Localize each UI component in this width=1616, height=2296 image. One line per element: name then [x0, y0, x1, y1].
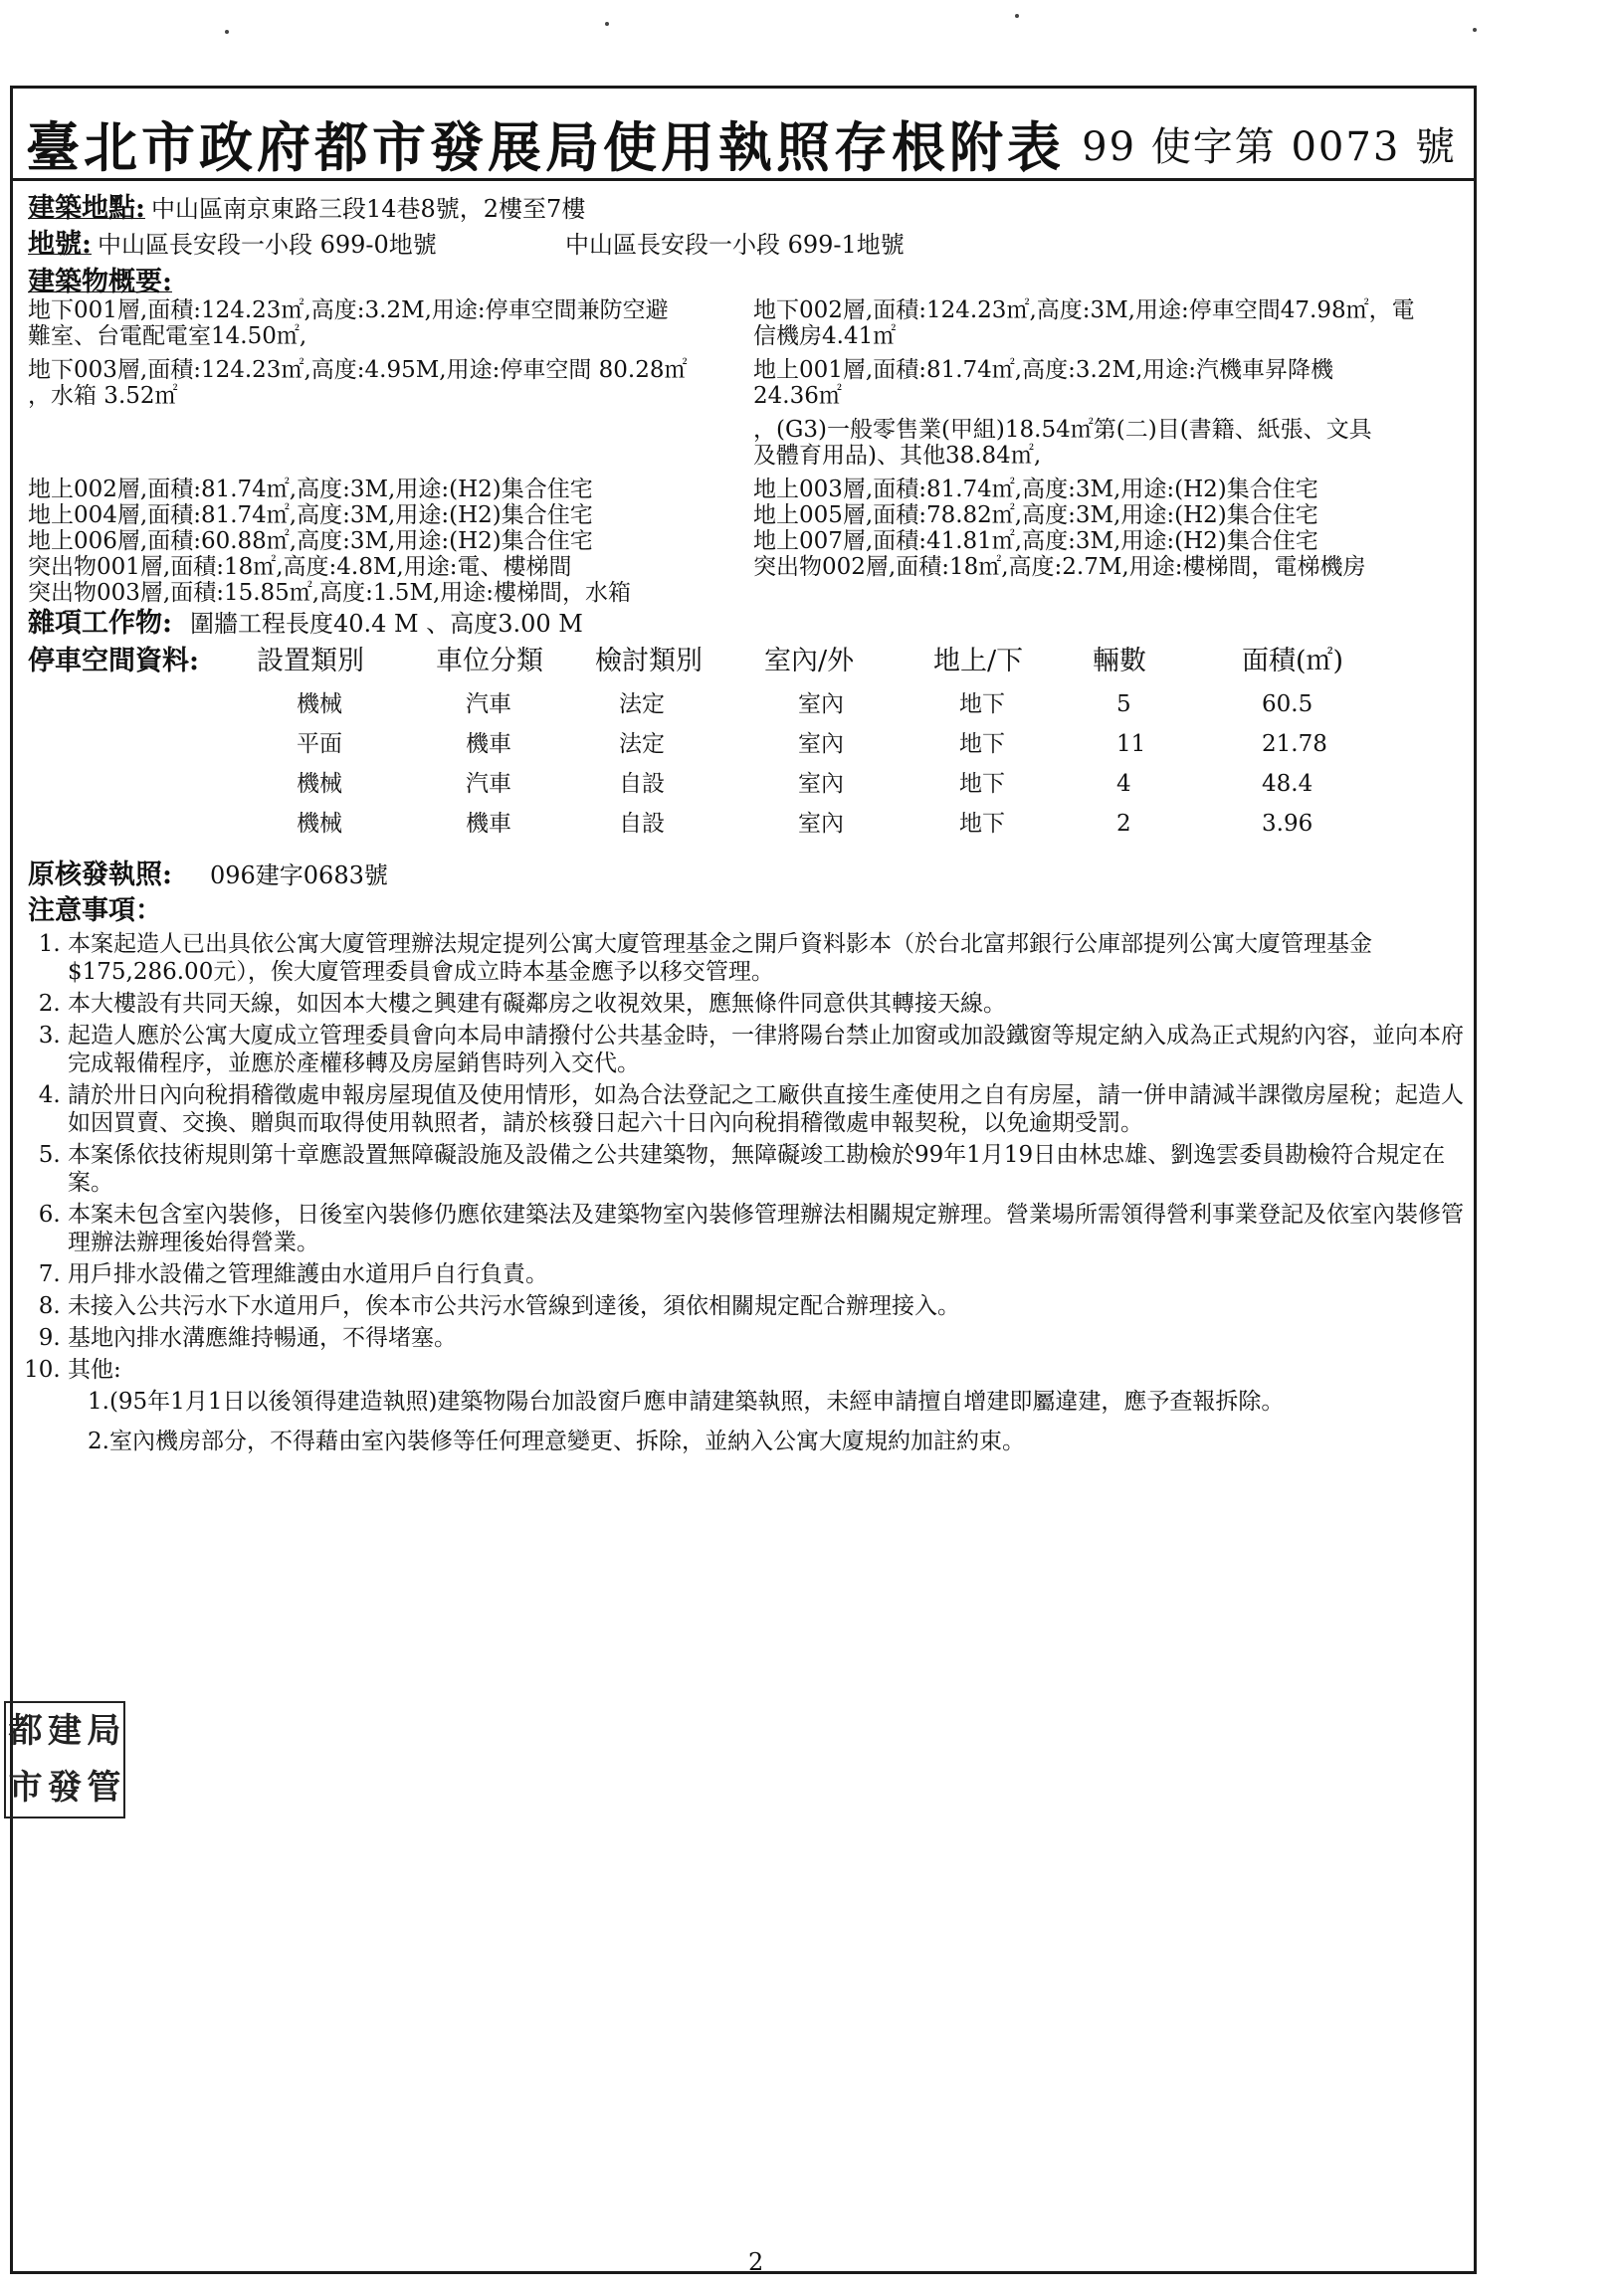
- table-cell: 室內: [798, 811, 844, 837]
- building-right-top: [753, 297, 1465, 469]
- floor-line: 地上004層,面積:81.74㎡,高度:3M,用途:(H2)集合住宅: [28, 502, 593, 528]
- floor-line: 信機房4.41㎡: [753, 323, 897, 349]
- list-item: 1. 本案起造人已出具依公寓大廈管理辦法規定提列公寓大廈管理基金之開戶資料影本（於台北富邦銀行公庫部提列公寓大廈管理基金$175,286.00元），俟大廈管理委員會成立時本基金應予以移交管理。: [68, 930, 1465, 986]
- seal-char: 管: [87, 1768, 121, 1808]
- table-cell: 48.4: [1262, 771, 1313, 797]
- floor-line: 地上005層,面積:78.82㎡,高度:3M,用途:(H2)集合住宅: [753, 502, 1318, 528]
- building-label-row: [28, 269, 1465, 295]
- address-label: 建築地點:: [28, 193, 145, 224]
- floor-line: 地上007層,面積:41.81㎡,高度:3M,用途:(H2)集合住宅: [753, 528, 1318, 554]
- lot-value-1: 中山區長安段一小段 699-0地號: [97, 231, 437, 259]
- table-cell: 汽車: [466, 691, 511, 717]
- floor-line: 地下003層,面積:124.23㎡,高度:4.95M,用途:停車空間 80.28㎡: [28, 357, 688, 383]
- floor-line: 及體育用品)、其他38.84㎡,: [753, 443, 1042, 469]
- table-cell: 法定: [619, 691, 665, 717]
- misc-work-label: 雜項工作物:: [28, 608, 172, 639]
- table-cell: 地下: [959, 731, 1005, 757]
- floor-line: 突出物003層,面積:15.85㎡,高度:1.5M,用途:樓梯間，水箱: [28, 580, 632, 606]
- building-bottom-grid: [28, 477, 1465, 606]
- table-cell: 11: [1116, 731, 1146, 757]
- table-cell: 機械: [297, 691, 342, 717]
- building-label: 建築物概要:: [28, 267, 172, 297]
- table-cell: 60.5: [1262, 691, 1313, 717]
- seal-char: 都: [8, 1711, 43, 1751]
- document-body: [28, 195, 1465, 1467]
- original-permit-label: 原核發執照:: [28, 860, 172, 890]
- notes-label-row: [28, 897, 1465, 924]
- parking-col-header: 設置類別: [257, 646, 364, 676]
- address-row: [28, 195, 1465, 223]
- parking-col-header: 檢討類別: [595, 646, 703, 676]
- sub-note: 1.(95年1月1日以後領得建造執照)建築物陽台加設窗戶應申請建築執照，未經申請擅自增建即屬違建，應予查報拆除。: [88, 1389, 1285, 1415]
- list-item: 3. 起造人應於公寓大廈成立管理委員會向本局申請撥付公共基金時，一律將陽台禁止加窗或加設鐵窗等規定納入成為正式規約內容，並向本府完成報備程序，並應於產權移轉及房屋銷售時列入交代。: [68, 1022, 1465, 1077]
- floor-line: 地上003層,面積:81.74㎡,高度:3M,用途:(H2)集合住宅: [753, 477, 1318, 502]
- seal-char: 建: [47, 1711, 82, 1751]
- table-cell: 機械: [297, 771, 342, 797]
- seal-char: 市: [8, 1768, 43, 1808]
- parking-col-header: 地上/下: [933, 646, 1024, 676]
- floor-line: 突出物001層,面積:18㎡,高度:4.8M,用途:電、樓梯間: [28, 554, 572, 580]
- list-item: 9. 基地內排水溝應維持暢通，不得堵塞。: [68, 1324, 1465, 1352]
- floor-line: 突出物002層,面積:18㎡,高度:2.7M,用途:樓梯間，電梯機房: [753, 554, 1366, 580]
- original-permit-row: [28, 861, 1465, 889]
- scan-speck: [225, 30, 229, 34]
- floor-line: 難室、台電配電室14.50㎡,: [28, 323, 307, 349]
- list-item: 4. 請於卅日內向稅捐稽徵處申報房屋現值及使用情形，如為合法登記之工廠供直接生產使用之自有房屋，請一併申請減半課徵房屋稅；起造人如因買賣、交換、贈與而取得使用執照者，請於核發日起六十日內向稅捐稽徵處申報契稅，以免逾期受罰。: [68, 1081, 1465, 1137]
- table-cell: 平面: [297, 731, 342, 757]
- building-right-bottom: [753, 477, 1465, 606]
- list-item: 5. 本案係依技術規則第十章應設置無障礙設施及設備之公共建築物，無障礙竣工勘檢於99年1月19日由林忠雄、劉逸雲委員勘檢符合規定在案。: [68, 1141, 1465, 1197]
- table-cell: 室內: [798, 731, 844, 757]
- list-item: 8. 未接入公共污水下水道用戶，俟本市公共污水管線到達後，須依相關規定配合辦理接入。: [68, 1292, 1465, 1320]
- permit-number: 99 使字第 0073 號: [1082, 124, 1457, 170]
- misc-work-value: 圍牆工程長度40.4 M 、高度3.00 M: [189, 610, 583, 638]
- table-cell: 地下: [959, 811, 1005, 837]
- table-row: [28, 684, 1381, 724]
- table-cell: 室內: [798, 771, 844, 797]
- parking-col-header: 面積(㎡): [1242, 646, 1344, 676]
- page-number: 2: [748, 2248, 764, 2276]
- table-cell: 自設: [619, 811, 665, 837]
- table-cell: 法定: [619, 731, 665, 757]
- table-row: [28, 764, 1381, 804]
- title-bar: [10, 86, 1477, 181]
- list-item: 7. 用戶排水設備之管理維護由水道用戶自行負責。: [68, 1260, 1465, 1288]
- scan-speck: [1473, 28, 1477, 32]
- table-cell: 汽車: [466, 771, 511, 797]
- table-cell: 機械: [297, 811, 342, 837]
- building-top-grid: [28, 297, 1465, 469]
- seal-char: 發: [47, 1768, 82, 1808]
- floor-line: ，(G3)一般零售業(甲組)18.54㎡第(二)目(書籍、紙張、文具: [753, 417, 1372, 443]
- scan-speck: [605, 22, 609, 26]
- floor-line: 24.36㎡: [753, 383, 842, 409]
- notes-label: 注意事項：: [28, 895, 162, 926]
- table-cell: 3.96: [1262, 811, 1313, 837]
- original-permit-value: 096建字0683號: [209, 861, 388, 889]
- floor-line: 地上002層,面積:81.74㎡,高度:3M,用途:(H2)集合住宅: [28, 477, 593, 502]
- lot-label: 地號:: [28, 229, 92, 260]
- parking-label: 停車空間資料:: [28, 646, 199, 676]
- floor-line: ，水箱 3.52㎡: [28, 383, 178, 409]
- lot-value-2: 中山區長安段一小段 699-1地號: [564, 231, 905, 259]
- parking-col-header: 輛數: [1093, 646, 1146, 676]
- other-notes: [28, 1388, 1465, 1455]
- seal-char: 局: [87, 1711, 121, 1751]
- list-item: 6. 本案未包含室內裝修，日後室內裝修仍應依建築法及建築物室內裝修管理辦法相關規定辦理。營業場所需領得營利事業登記及依室內裝修管理辦法辦理後始得營業。: [68, 1201, 1465, 1256]
- table-row: [28, 724, 1381, 764]
- address-value: 中山區南京東路三段14巷8號，2樓至7樓: [150, 195, 586, 223]
- lot-row: [28, 231, 1465, 259]
- notes-list: [28, 930, 1465, 1384]
- table-cell: 5: [1116, 691, 1131, 717]
- floor-line: 地上001層,面積:81.74㎡,高度:3.2M,用途:汽機車昇降機: [753, 357, 1334, 383]
- parking-header-row: [28, 644, 1381, 684]
- scan-speck: [1015, 14, 1019, 18]
- table-row: [28, 804, 1381, 844]
- building-left-top: [28, 297, 739, 469]
- table-cell: 機車: [466, 811, 511, 837]
- floor-line: 地下002層,面積:124.23㎡,高度:3M,用途:停車空間47.98㎡，電: [753, 297, 1415, 323]
- list-item: 10. 其他:: [68, 1356, 1465, 1384]
- table-cell: 地下: [959, 691, 1005, 717]
- list-item: 2. 本大樓設有共同天線，如因本大樓之興建有礙鄰房之收視效果，應無條件同意供其轉接天線。: [68, 990, 1465, 1018]
- table-cell: 自設: [619, 771, 665, 797]
- document-title: 臺北市政府都市發展局使用執照存根附表: [26, 116, 1065, 179]
- misc-work-row: [28, 610, 1465, 638]
- floor-line: 地上006層,面積:60.88㎡,高度:3M,用途:(H2)集合住宅: [28, 528, 593, 554]
- sub-note: 2.室內機房部分，不得藉由室內裝修等任何理意變更、拆除，並納入公寓大廈規約加註約束。: [88, 1429, 1025, 1454]
- parking-col-header: 室內/外: [764, 646, 855, 676]
- floor-line: 地下001層,面積:124.23㎡,高度:3.2M,用途:停車空間兼防空避: [28, 297, 669, 323]
- table-cell: 地下: [959, 771, 1005, 797]
- building-left-bottom: [28, 477, 739, 606]
- table-cell: 21.78: [1262, 731, 1327, 757]
- table-cell: 室內: [798, 691, 844, 717]
- parking-table: [28, 644, 1381, 844]
- official-seal: [4, 1701, 125, 1818]
- parking-col-header: 車位分類: [436, 646, 543, 676]
- table-cell: 4: [1116, 771, 1131, 797]
- table-cell: 機車: [466, 731, 511, 757]
- table-cell: 2: [1116, 811, 1131, 837]
